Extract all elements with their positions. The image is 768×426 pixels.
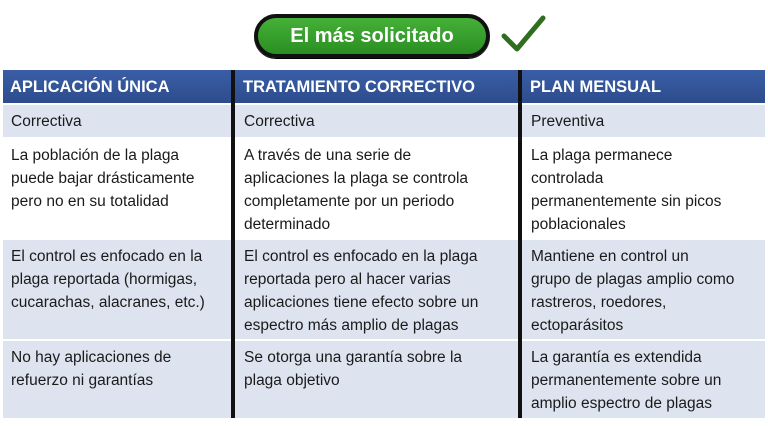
table-row [3, 341, 765, 418]
table-cell: El control es enfocado en la plaga reportada (hormigas, cucarachas, alacranes, etc.) [11, 248, 205, 311]
table-cell: La población de la plaga puede bajar drásticamente pero no en su totalidad [11, 147, 195, 210]
table-cell: La garantía es extendida permanentemente sobre un amplio espectro de plagas [531, 349, 722, 412]
table-cell: Correctiva [11, 113, 82, 130]
table-cell: Se otorga una garantía sobre la plaga objetivo [244, 349, 463, 389]
badge-area [0, 0, 768, 66]
table-header [3, 70, 765, 103]
most-requested-badge [254, 14, 490, 58]
table-row [3, 139, 765, 238]
header-plan-mensual: PLAN MENSUAL [530, 78, 662, 96]
column-divider [518, 70, 522, 418]
table-cell: Correctiva [244, 113, 315, 130]
table-row [3, 240, 765, 339]
table-cell: A través de una serie de aplicaciones la plaga se controla completamente por un periodo determinado [244, 147, 469, 233]
badge-label: El más solicitado [290, 24, 454, 47]
header-aplicacion-unica: APLICACIÓN ÚNICA [10, 78, 170, 96]
checkmark-icon [500, 12, 546, 56]
table-cell: La plaga permanece controlada permanentemente sin picos poblacionales [531, 147, 722, 233]
table-row [3, 105, 765, 137]
table-cell: El control es enfocado en la plaga reportada pero al hacer varias aplicaciones tiene efecto sobre un espectro más amplio de plagas [244, 248, 479, 334]
header-tratamiento-correctivo: TRATAMIENTO CORRECTIVO [243, 78, 475, 96]
table-cell: Mantiene en control un grupo de plagas amplio como rastreros, roedores, ectoparásitos [531, 248, 735, 334]
table-cell: Preventiva [531, 113, 605, 130]
column-divider [231, 70, 235, 418]
table-cell: No hay aplicaciones de refuerzo ni garantías [11, 349, 172, 389]
comparison-table [3, 70, 765, 416]
